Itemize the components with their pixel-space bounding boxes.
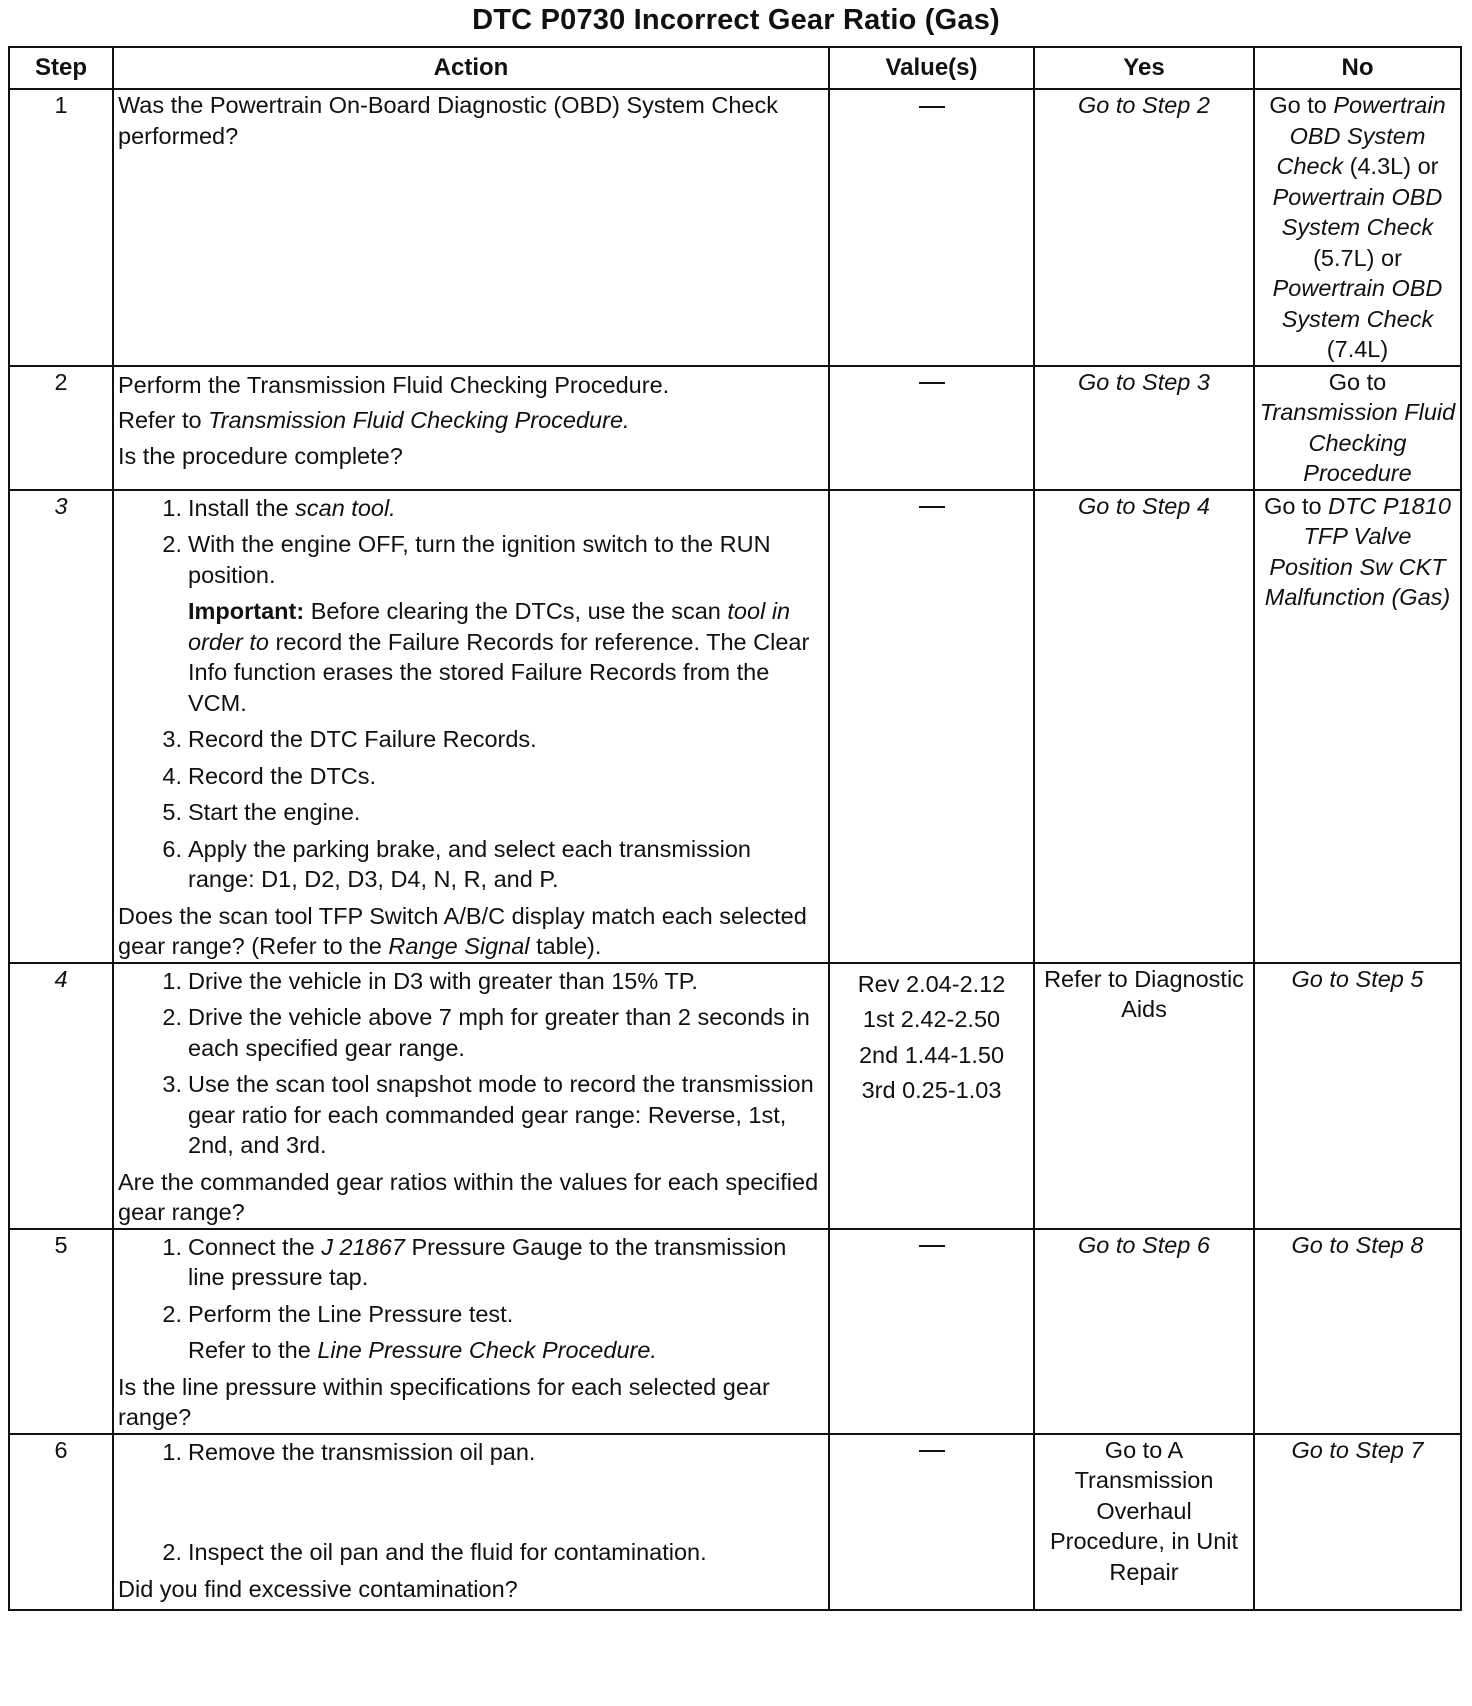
action-question: Did you find excessive contamination? — [118, 1575, 518, 1602]
action-question: Is the procedure complete? — [118, 442, 403, 469]
instruction-list — [118, 1437, 824, 1568]
list-item: 1. Drive the vehicle in D3 with greater than 15% TP. — [162, 967, 698, 994]
no-text: Go to — [1269, 92, 1327, 118]
list-item: 1. Install the scan tool. — [162, 494, 396, 521]
instruction-text: Perform the Line Pressure test. — [188, 1300, 514, 1327]
action-text — [118, 405, 824, 436]
no-link[interactable]: Transmission Fluid Checking Procedure — [1259, 399, 1456, 486]
gear-ratio-value: 3rd 0.25-1.03 — [861, 1077, 1002, 1103]
action-cell — [113, 366, 829, 490]
no-cell — [1254, 490, 1461, 963]
yes-link[interactable]: Go to Step 2 — [1078, 92, 1210, 118]
no-text: (7.4L) — [1326, 336, 1389, 362]
action-cell — [113, 1434, 829, 1610]
values-cell — [829, 1229, 1034, 1434]
no-cell — [1254, 963, 1461, 1229]
instruction-text: Apply the parking brake, and select each transmission range: D1, D2, D3, D4, N, R, and P. — [188, 835, 752, 892]
tool-link[interactable]: J 21867 — [321, 1233, 405, 1260]
instruction-text: Remove the transmission oil pan. — [188, 1438, 536, 1465]
no-text: Go to — [1328, 368, 1387, 395]
yes-cell — [1034, 1229, 1254, 1434]
step-number: 2 — [9, 366, 113, 490]
step-number: 6 — [9, 1434, 113, 1610]
no-text: (4.3L) or — [1349, 153, 1439, 179]
header-step: Step — [9, 47, 113, 89]
action-question: Was the Powertrain On-Board Diagnostic (OBD) System Check performed? — [118, 92, 778, 149]
header-row — [9, 47, 1461, 89]
list-item: 2. Drive the vehicle above 7 mph for greater than 2 seconds in each specified gear range. — [162, 1004, 810, 1061]
yes-link[interactable]: Go to A Transmission Overhaul Procedure, in Unit Repair — [1049, 1436, 1239, 1585]
yes-link[interactable]: Go to Step 4 — [1078, 492, 1210, 519]
important-label: Important: — [188, 598, 305, 624]
yes-link[interactable]: Refer to Diagnostic Aids — [1044, 965, 1244, 1022]
instruction-text: Drive the vehicle above 7 mph for greater than 2 seconds in each specified gear range. — [188, 1004, 810, 1061]
step-number: 3 — [9, 490, 113, 963]
list-item: 1. Remove the transmission oil pan. — [162, 1438, 536, 1465]
instruction-text: Drive the vehicle in D3 with greater than 15% TP. — [188, 967, 698, 994]
instruction-text: Record the DTC Failure Records. — [188, 726, 537, 752]
yes-link[interactable]: Go to Step 6 — [1078, 1231, 1210, 1258]
yes-cell — [1034, 89, 1254, 366]
action-cell — [113, 89, 829, 366]
instruction-text: Record the DTCs. — [188, 762, 377, 789]
instruction-list — [118, 724, 824, 895]
action-question: Does the scan tool TFP Switch A/B/C display match each selected gear range? (Refer to the Range Signal table). — [118, 902, 807, 959]
procedure-link[interactable]: Line Pressure Check Procedure. — [317, 1337, 657, 1363]
step-number: 5 — [9, 1229, 113, 1434]
no-link[interactable]: Go to Step 7 — [1291, 1436, 1424, 1463]
values-cell — [829, 366, 1034, 490]
table-row — [9, 89, 1461, 366]
instruction-text: Install the — [188, 494, 289, 521]
instruction-text: With the engine OFF, turn the ignition switch to the RUN position. — [188, 531, 771, 588]
dash-mark — [919, 506, 945, 508]
no-link[interactable]: Powertrain OBD System Check — [1276, 92, 1446, 179]
dash-mark — [919, 1245, 945, 1247]
header-no: No — [1254, 47, 1461, 89]
yes-cell — [1034, 1434, 1254, 1610]
instruction-list — [118, 1232, 824, 1330]
action-cell — [113, 963, 829, 1229]
no-link[interactable]: Go to Step 8 — [1291, 1231, 1424, 1258]
table-row — [9, 366, 1461, 490]
note-text: Before clearing the DTCs, use the scan — [310, 598, 721, 624]
table-row — [9, 1434, 1461, 1610]
no-cell — [1254, 89, 1461, 366]
instruction-text: Use the scan tool snapshot mode to record the transmission gear ratio for each commanded gear range: Reverse, 1st, 2nd, and 3rd. — [188, 1071, 814, 1158]
list-item: 2. With the engine OFF, turn the ignition switch to the RUN position. — [162, 531, 771, 588]
action-text: Perform the Transmission Fluid Checking Procedure. — [118, 371, 670, 398]
list-item: 6. Apply the parking brake, and select each transmission range: D1, D2, D3, D4, N, R, and P. — [162, 835, 752, 892]
important-note — [118, 596, 824, 718]
instruction-text: Inspect the oil pan and the fluid for contamination. — [188, 1539, 707, 1565]
yes-link[interactable]: Go to Step 3 — [1078, 368, 1210, 395]
diagnostic-table — [8, 46, 1462, 1611]
no-link[interactable]: Go to Step 5 — [1291, 965, 1424, 992]
list-item: 2. Perform the Line Pressure test. — [162, 1300, 514, 1327]
no-text: (5.7L) or — [1313, 244, 1402, 271]
step-number: 4 — [9, 963, 113, 1229]
header-values: Value(s) — [829, 47, 1034, 89]
table-link[interactable]: Range Signal — [388, 933, 530, 959]
table-row — [9, 490, 1461, 963]
no-cell — [1254, 1229, 1461, 1434]
yes-cell — [1034, 366, 1254, 490]
gear-ratio-value: 1st 2.42-2.50 — [862, 1006, 1001, 1032]
procedure-link[interactable]: Transmission Fluid Checking Procedure. — [208, 407, 630, 433]
action-question: Are the commanded gear ratios within the values for each specified gear range? — [118, 1168, 819, 1225]
header-yes: Yes — [1034, 47, 1254, 89]
dash-mark — [919, 106, 945, 108]
instruction-text: Connect the — [188, 1233, 315, 1260]
yes-cell — [1034, 963, 1254, 1229]
instruction-text: Start the engine. — [188, 799, 361, 825]
list-item: 1. Connect the J 21867 Pressure Gauge to the transmission line pressure tap. — [162, 1233, 787, 1290]
action-cell — [113, 1229, 829, 1434]
no-link[interactable]: DTC P1810 TFP Valve Position Sw CKT Malfunction (Gas) — [1264, 492, 1451, 610]
values-cell — [829, 1434, 1034, 1610]
reference-note: Refer to the Line Pressure Check Procedure. — [188, 1337, 657, 1363]
gear-ratio-value: 2nd 1.44-1.50 — [858, 1041, 1005, 1068]
note-text: record the Failure Records for reference. The Clear Info function erases the stored Failure Records from the VCM. — [188, 628, 810, 716]
dash-mark — [919, 382, 945, 384]
dash-mark — [919, 1450, 945, 1452]
list-item: 4. Record the DTCs. — [162, 762, 377, 789]
values-cell — [829, 89, 1034, 366]
ref-prefix: Refer to — [118, 407, 202, 433]
action-question: Is the line pressure within specifications for each selected gear range? — [118, 1373, 770, 1430]
no-link[interactable]: Powertrain OBD System Check — [1272, 275, 1443, 332]
values-cell — [829, 490, 1034, 963]
instruction-list — [118, 966, 824, 1161]
step-number: 1 — [9, 89, 113, 366]
yes-cell — [1034, 490, 1254, 963]
tool-link[interactable]: scan tool. — [295, 494, 396, 521]
no-cell — [1254, 1434, 1461, 1610]
page-title: DTC P0730 Incorrect Gear Ratio (Gas) — [472, 4, 1000, 36]
list-item: 3. Use the scan tool snapshot mode to record the transmission gear ratio for each commanded gear range: Reverse, 1st, 2nd, and 3rd. — [162, 1071, 814, 1158]
header-action: Action — [113, 47, 829, 89]
values-cell — [829, 963, 1034, 1229]
instruction-text: Pressure Gauge to the transmission line pressure tap. — [188, 1233, 787, 1290]
no-cell — [1254, 366, 1461, 490]
no-text: Go to — [1264, 492, 1322, 519]
list-item: 2. Inspect the oil pan and the fluid for contamination. — [162, 1539, 707, 1565]
table-row — [9, 1229, 1461, 1434]
no-link[interactable]: Powertrain OBD System Check — [1272, 183, 1443, 240]
list-item: 5. Start the engine. — [162, 799, 361, 825]
note-text: tool in order to — [188, 598, 791, 655]
gear-ratio-value: Rev 2.04-2.12 — [857, 970, 1006, 997]
list-item: 3. Record the DTC Failure Records. — [162, 726, 537, 752]
instruction-list — [118, 493, 824, 591]
action-cell — [113, 490, 829, 963]
table-row — [9, 963, 1461, 1229]
